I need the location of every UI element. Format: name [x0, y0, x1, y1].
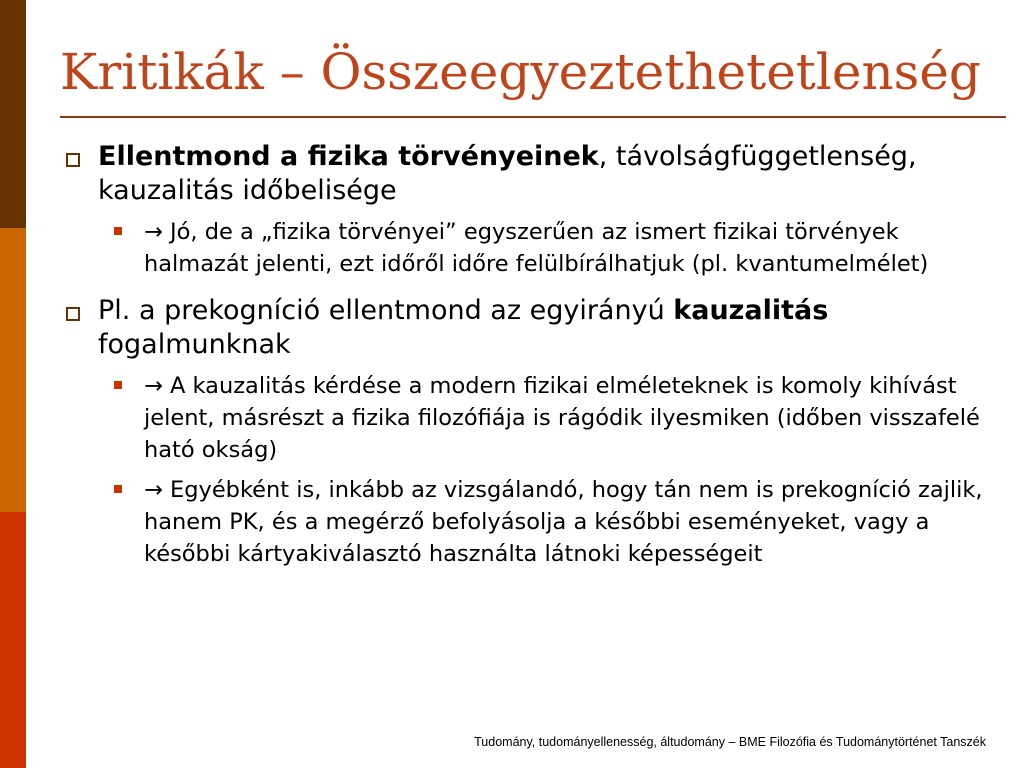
sidebar-band-bottom: [0, 512, 26, 768]
sub-bullet-2-1: [140, 370, 1002, 466]
bullet-item-2: [62, 294, 1002, 362]
sidebar-decoration: [0, 0, 26, 768]
bullet-2-text-after: fogalmunknak: [98, 329, 291, 360]
filled-square-bullet-icon: [114, 381, 122, 389]
sidebar-band-middle: [0, 228, 26, 512]
filled-square-bullet-icon: [114, 227, 122, 235]
slide-title: Kritikák – Összeegyeztethetetlenség: [60, 43, 981, 101]
sub-bullet-2-2: [140, 474, 1002, 570]
title-underline: [60, 116, 1006, 118]
slide-footer: Tudomány, tudományellenesség, áltudomány – BME Filozófia és Tudománytörténet Tanszék: [474, 735, 986, 749]
bullet-1-bold: Ellentmond a fizika törvényeinek: [98, 141, 599, 172]
slide-content: [62, 140, 1002, 578]
sidebar-band-top: [0, 0, 26, 228]
sub-bullet-1-1: [140, 216, 1002, 280]
sub-bullet-1-1-text: → Jó, de a „fizika törvényei” egyszerűen az ismert fizikai törvények halmazát jelenti, ezt időről időre felülbírálhatjuk (pl. kvantumelmélet): [144, 219, 929, 277]
bullet-item-1: [62, 140, 1002, 208]
bullet-2-text-before: Pl. a prekogníció ellentmond az egyirányú: [98, 295, 674, 326]
bullet-1-text: , távolságfüggetlenség, kauzalitás időbelisége: [98, 141, 917, 206]
square-bullet-icon: [66, 153, 80, 167]
sub-bullet-2-1-text: → A kauzalitás kérdése a modern fizikai elméleteknek is komoly kihívást jelent, másrészt a fizika filozófiája is rágódik ilyesmiken (időben visszafelé ható okság): [144, 373, 980, 463]
filled-square-bullet-icon: [114, 485, 122, 493]
bullet-2-bold: kauzalitás: [673, 295, 829, 326]
square-bullet-icon: [66, 307, 80, 321]
sub-bullet-2-2-text: → Egyébként is, inkább az vizsgálandó, hogy tán nem is prekogníció zajlik, hanem PK, és a megérző befolyásolja a későbbi eseményeket, vagy a későbbi kártyakiválasztó használta látnoki képességeit: [144, 477, 983, 567]
